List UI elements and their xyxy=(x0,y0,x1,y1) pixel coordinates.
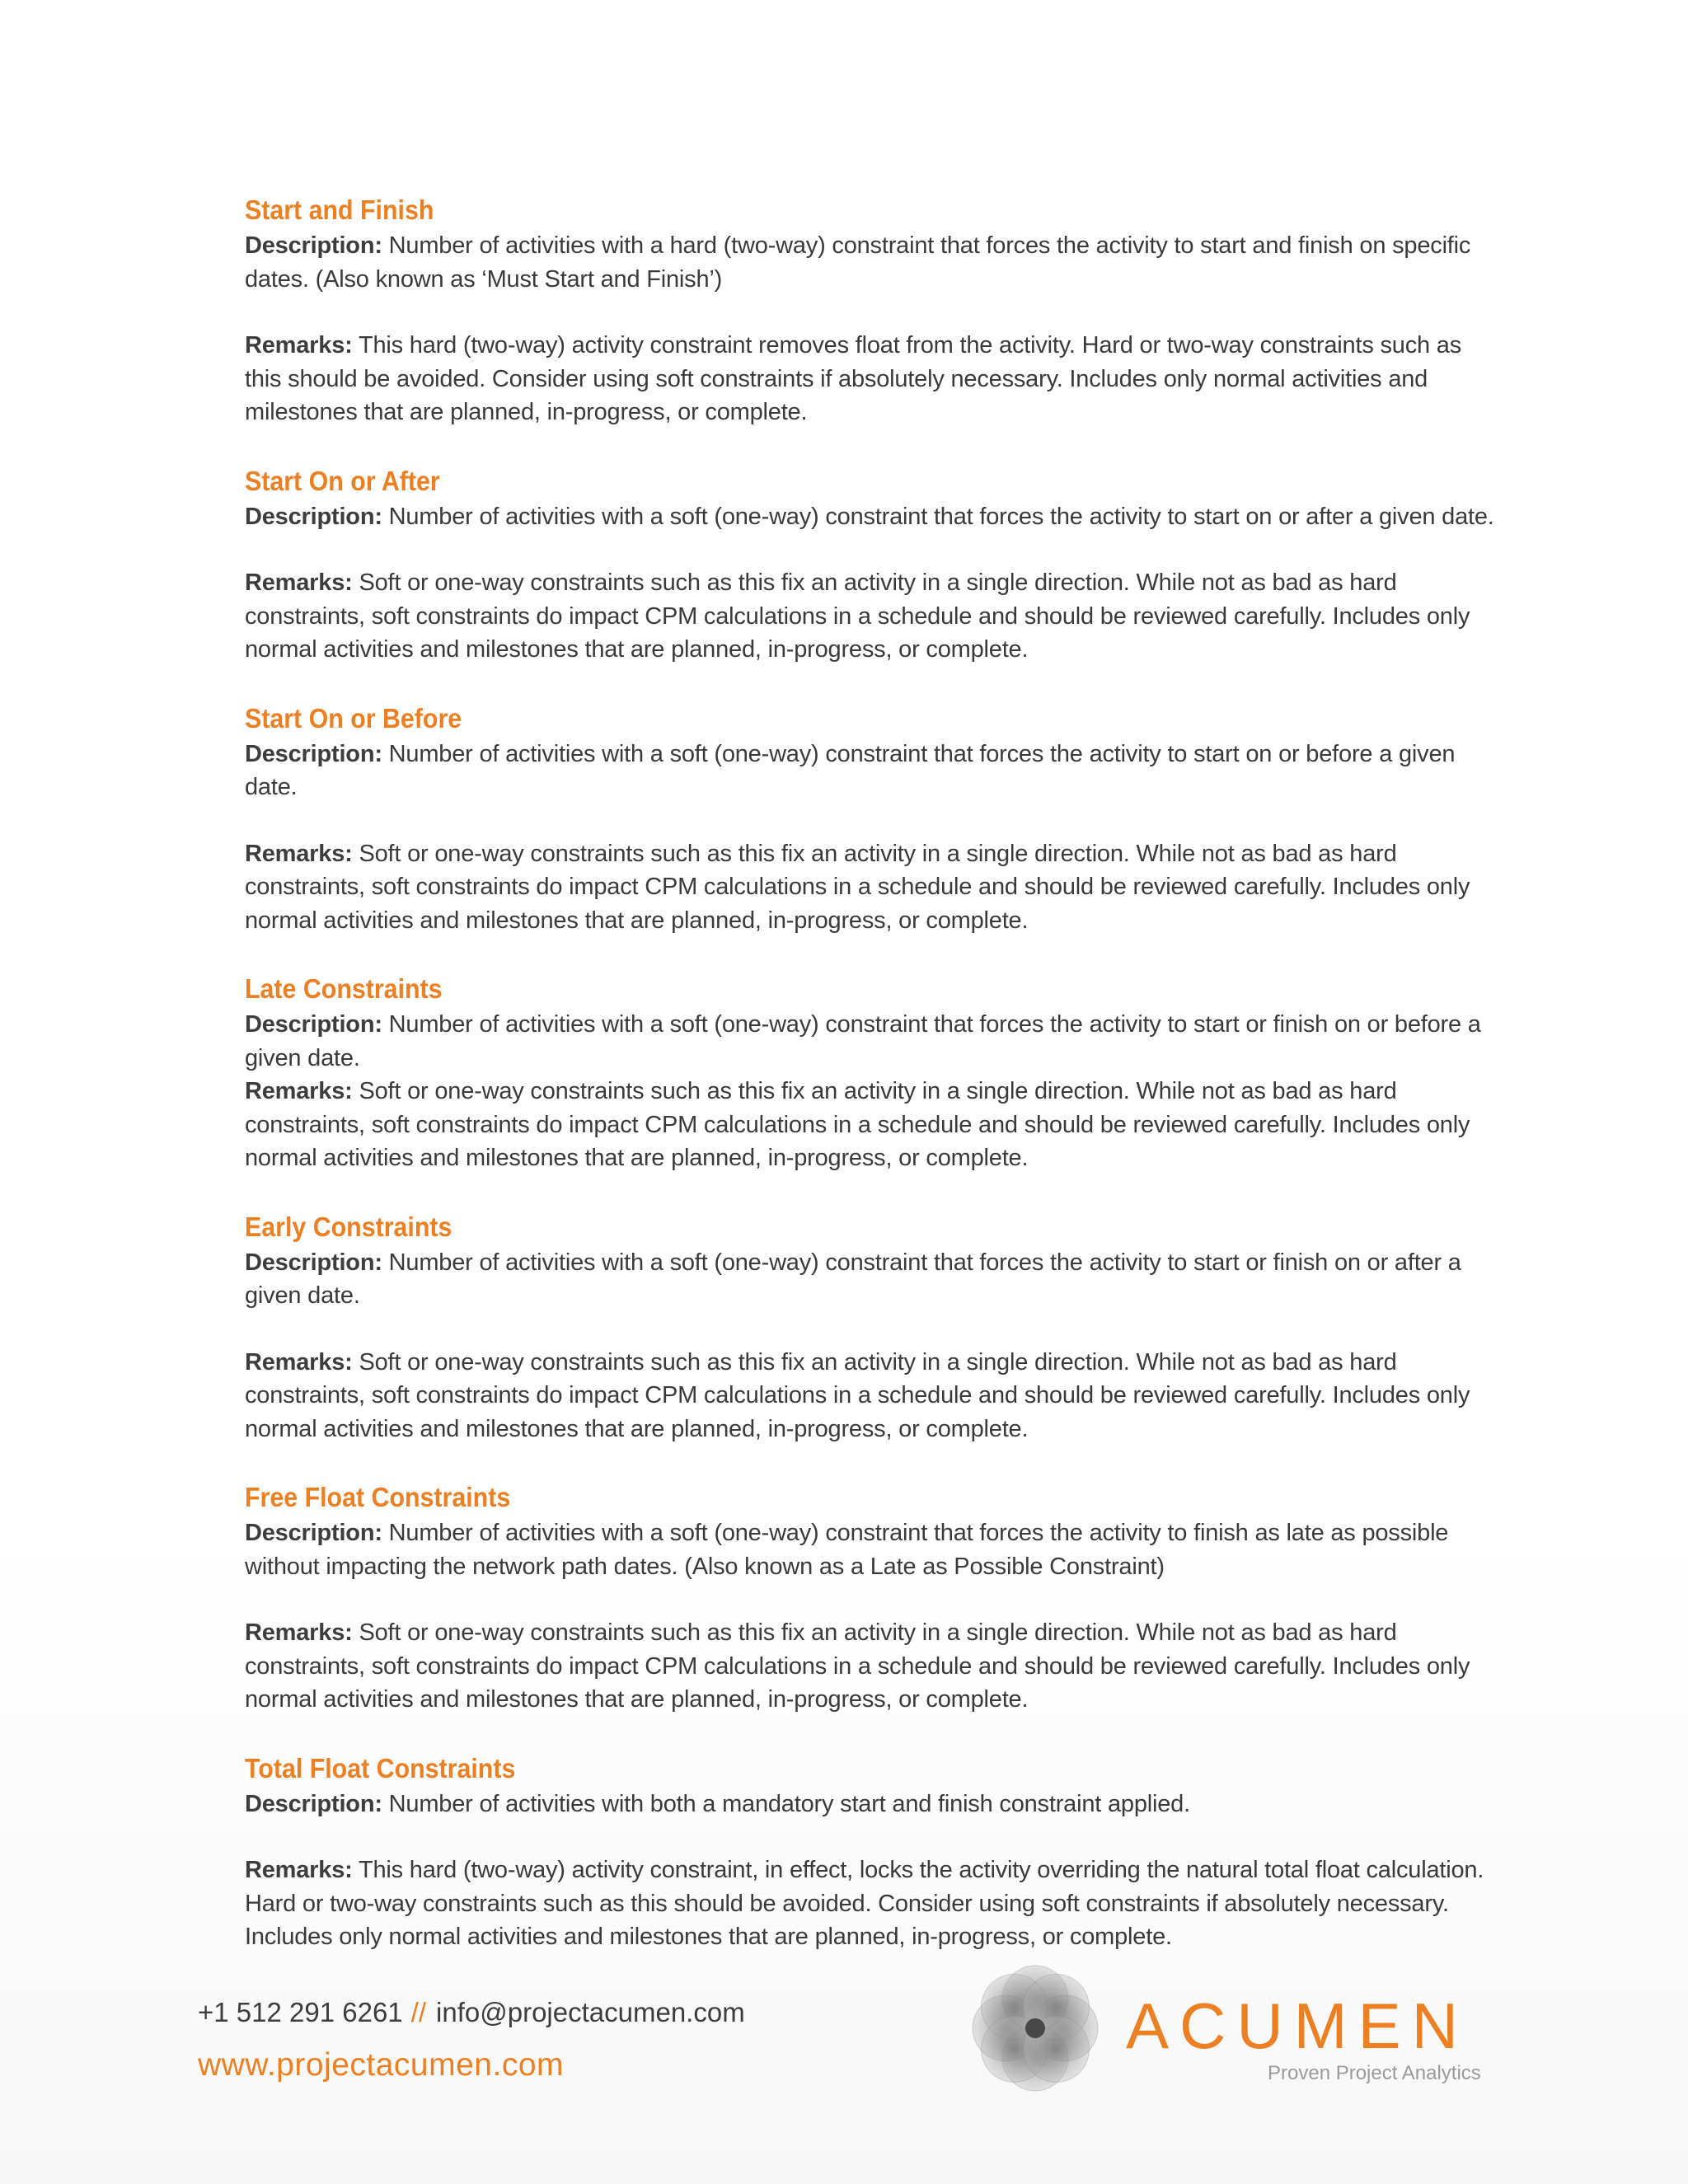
remarks-paragraph xyxy=(245,1616,1498,1717)
remarks-text: This hard (two-way) activity constraint removes float from the activity. Hard or two-way constraints such as this should be avoided. Consider using soft constraints if absolutely necessary. Includes only normal activities and milestones that are planned, in-progress, or complete. xyxy=(245,332,1462,425)
description-text: Number of activities with a soft (one-way) constraint that forces the activity to finish as late as possible without impacting the network path dates. (Also known as a Late as Possible Constraint) xyxy=(245,1520,1449,1580)
phone-number[interactable]: +1 512 291 6261 xyxy=(198,1997,403,2027)
remarks-text: Soft or one-way constraints such as this fix an activity in a single direction. While not as bad as hard constraints, soft constraints do impact CPM calculations in a schedule and should be reviewed carefully. Includes only normal activities and milestones that are planned, in-progress, or complete. xyxy=(245,1078,1470,1171)
remarks-text: Soft or one-way constraints such as this fix an activity in a single direction. While not as bad as hard constraints, soft constraints do impact CPM calculations in a schedule and should be reviewed carefully. Includes only normal activities and milestones that are planned, in-progress, or complete. xyxy=(245,1619,1470,1713)
constraints-content xyxy=(245,191,1498,1987)
remarks-text: Soft or one-way constraints such as this fix an activity in a single direction. While not as bad as hard constraints, soft constraints do impact CPM calculations in a schedule and should be reviewed carefully. Includes only normal activities and milestones that are planned, in-progress, or complete. xyxy=(245,840,1470,934)
contact-separator: // xyxy=(410,1997,427,2027)
section-title: Total Float Constraints xyxy=(245,1752,516,1783)
section-free-float-constraints xyxy=(245,1479,1498,1717)
description-paragraph xyxy=(245,1246,1498,1313)
acumen-flower-logo-icon xyxy=(964,1957,1106,2099)
remarks-paragraph xyxy=(245,566,1498,667)
section-title: Start and Finish xyxy=(245,194,434,225)
description-paragraph xyxy=(245,1788,1498,1821)
brand-tagline: Proven Project Analytics xyxy=(1268,2062,1481,2084)
description-label: Description: xyxy=(245,1520,382,1546)
description-text: Number of activities with a soft (one-way) constraint that forces the activity to start or finish on or after a given date. xyxy=(245,1249,1461,1309)
remarks-label: Remarks: xyxy=(245,1348,353,1376)
email-link[interactable]: info@projectacumen.com xyxy=(436,1997,745,2027)
description-paragraph xyxy=(245,500,1498,534)
remarks-text: This hard (two-way) activity constraint, in effect, locks the activity overriding the natural total float calculation. Hard or two-way constraints such as this should be avoided. Consider using soft constraints if absolutely necessary. Includes only normal activities and milestones that are planned, in-progress, or complete. xyxy=(245,1857,1484,1950)
remarks-label: Remarks: xyxy=(245,332,353,359)
remarks-paragraph xyxy=(245,1854,1498,1954)
remarks-label: Remarks: xyxy=(245,1619,353,1646)
footer-contact xyxy=(198,1997,745,2028)
description-label: Description: xyxy=(245,1011,382,1038)
description-text: Number of activities with both a mandatory start and finish constraint applied. xyxy=(388,1790,1190,1817)
section-start-and-finish xyxy=(245,191,1498,429)
remarks-label: Remarks: xyxy=(245,840,353,867)
description-paragraph xyxy=(245,1008,1498,1075)
description-paragraph xyxy=(245,229,1498,296)
remarks-paragraph xyxy=(245,1346,1498,1446)
section-title: Free Float Constraints xyxy=(245,1482,511,1512)
description-text: Number of activities with a soft (one-way) constraint that forces the activity to start on or before a given date. xyxy=(245,740,1456,800)
description-paragraph xyxy=(245,738,1498,804)
description-text: Number of activities with a hard (two-way) constraint that forces the activity to start and finish on specific dates. (Also known as ‘Must Start and Finish’) xyxy=(245,232,1471,293)
section-start-on-or-before xyxy=(245,700,1498,938)
remarks-paragraph xyxy=(245,1075,1498,1175)
section-title: Start On or Before xyxy=(245,702,462,733)
section-early-constraints xyxy=(245,1208,1498,1446)
website-link[interactable]: www.projectacumen.com xyxy=(198,2047,564,2083)
description-label: Description: xyxy=(245,503,382,530)
remarks-text: Soft or one-way constraints such as this fix an activity in a single direction. While not as bad as hard constraints, soft constraints do impact CPM calculations in a schedule and should be reviewed carefully. Includes only normal activities and milestones that are planned, in-progress, or complete. xyxy=(245,569,1470,663)
description-label: Description: xyxy=(245,232,382,259)
remarks-paragraph xyxy=(245,329,1498,429)
section-late-constraints xyxy=(245,970,1498,1175)
description-label: Description: xyxy=(245,1249,382,1276)
description-label: Description: xyxy=(245,740,382,767)
description-text: Number of activities with a soft (one-way) constraint that forces the activity to start or finish on or before a given date. xyxy=(245,1011,1481,1071)
description-label: Description: xyxy=(245,1790,382,1817)
remarks-text: Soft or one-way constraints such as this fix an activity in a single direction. While not as bad as hard constraints, soft constraints do impact CPM calculations in a schedule and should be reviewed carefully. Includes only normal activities and milestones that are planned, in-progress, or complete. xyxy=(245,1348,1470,1442)
section-title: Early Constraints xyxy=(245,1211,452,1242)
remarks-paragraph xyxy=(245,837,1498,938)
description-paragraph xyxy=(245,1516,1498,1583)
brand-name: ACUMEN xyxy=(1126,1990,1470,2062)
remarks-label: Remarks: xyxy=(245,569,353,596)
description-text: Number of activities with a soft (one-way) constraint that forces the activity to start on or after a given date. xyxy=(388,503,1494,530)
section-total-float-constraints xyxy=(245,1750,1498,1954)
section-title: Late Constraints xyxy=(245,973,443,1004)
section-title: Start On or After xyxy=(245,465,440,496)
remarks-label: Remarks: xyxy=(245,1857,353,1883)
remarks-label: Remarks: xyxy=(245,1078,353,1104)
section-start-on-or-after xyxy=(245,462,1498,667)
